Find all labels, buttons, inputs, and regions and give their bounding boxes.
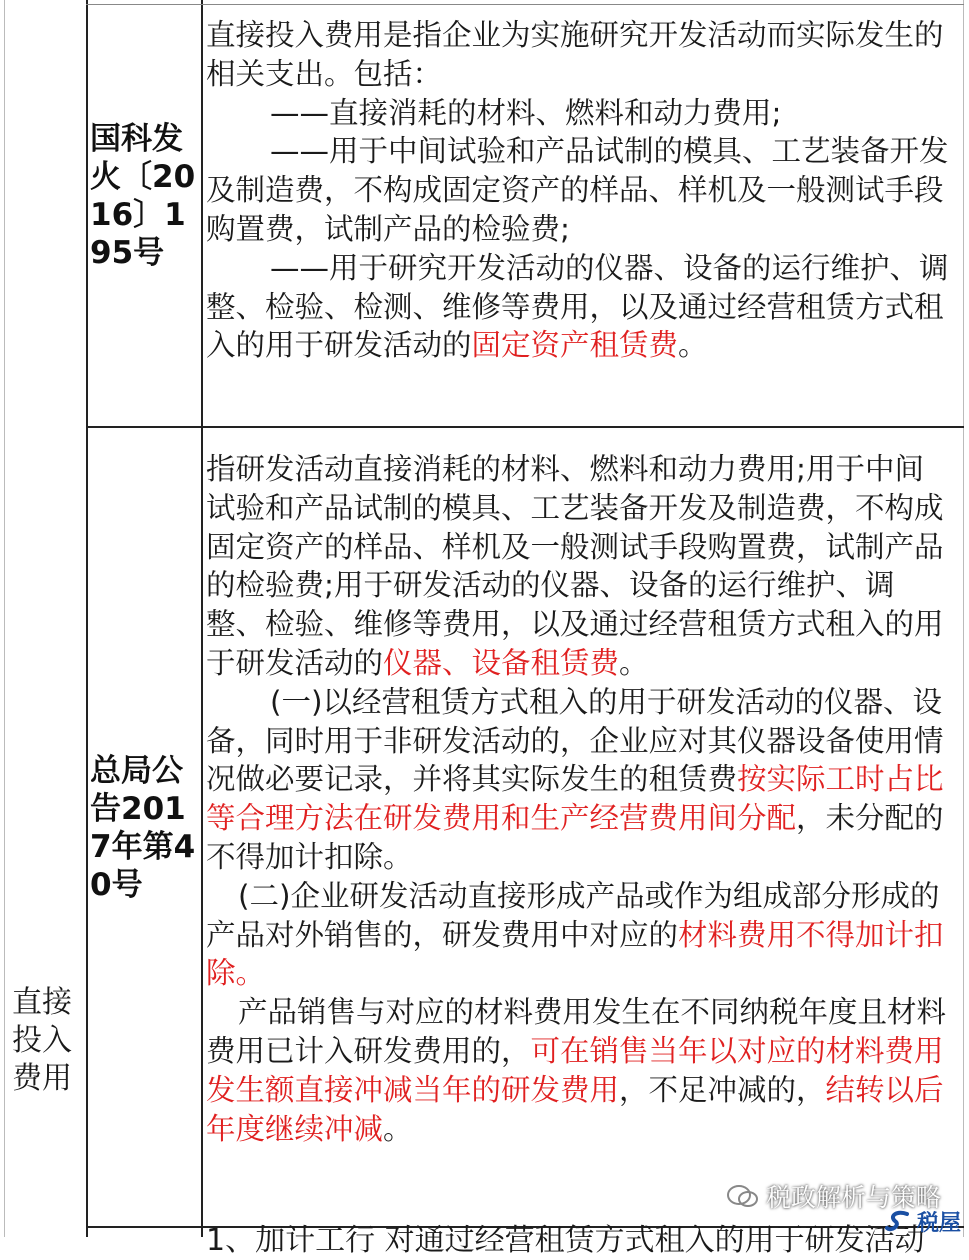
row-divider-1 bbox=[86, 426, 964, 428]
body-text: 产品销售与对应的材料费用发生在不同纳税年度且材料费用已计入研发费用的， bbox=[206, 995, 947, 1068]
watermark-text: 税政解析与策略 bbox=[765, 1183, 941, 1212]
row-1-paragraph-3 bbox=[206, 132, 951, 248]
wechat-icon bbox=[726, 1184, 760, 1208]
body-text: 。 bbox=[678, 328, 708, 363]
shuiwu-logo-icon bbox=[885, 1210, 913, 1234]
highlight-text: 材料费用不得加计扣除。 bbox=[206, 917, 944, 991]
body-text: (一)以经营租赁方式租入的用于研发活动的仪器、设备，同时用于非研发活动的，企业应对其仪器设备使用情况做必要记录，并将其实际发生的租赁费 bbox=[206, 684, 944, 797]
table-border-left bbox=[4, 0, 5, 1237]
table-border-right bbox=[963, 0, 964, 1237]
table-border-col1 bbox=[86, 0, 88, 1237]
highlight-text: 固定资产租赁费 bbox=[471, 328, 679, 363]
body-text: 。 bbox=[619, 645, 649, 680]
highlight-text: 可在销售当年以对应的材料费用发生额直接冲减当年的研发费用 bbox=[206, 1033, 944, 1107]
body-text: (二)企业研发活动直接形成产品或作为组成部分形成的产品对外销售的，研发费用中对应的 bbox=[206, 878, 940, 952]
body-text: ——用于中间试验和产品试制的模具、工艺装备开发及制造费，不构成固定资产的样品、样机及一般测试手段购置费，试制产品的检验费; bbox=[206, 134, 949, 246]
body-text: 指研发活动直接消耗的材料、燃料和动力费用;用于中间试验和产品试制的模具、工艺装备开发及制造费，不构成固定资产的样品、样机及一般测试手段购置费，试制产品的检验费;用于研发活动的仪器、设备的运行维护、调整、检验、维修等费用，以及通过经营租赁方式租入的用于研发活动的 bbox=[206, 452, 944, 680]
highlight-text: 按实际工时占比等合理方法在研发费用和生产经营费用间分配 bbox=[206, 762, 944, 836]
body-text: 。 bbox=[383, 1111, 413, 1146]
row-1-doc-label: 国科发火〔2016〕195号 bbox=[90, 121, 196, 271]
row-2-paragraph-3 bbox=[206, 877, 951, 993]
row-2-paragraph-2 bbox=[206, 683, 951, 877]
category-label: 直接投入费用 bbox=[12, 985, 72, 1096]
row-2-paragraph-1 bbox=[206, 450, 951, 683]
row-1-paragraph-4 bbox=[206, 249, 951, 365]
logo-text: 税屋 bbox=[916, 1211, 961, 1236]
body-text: 直接投入费用是指企业为实施研究开发活动而实际发生的相关支出。包括： bbox=[206, 18, 944, 91]
site-logo bbox=[885, 1206, 961, 1237]
table-border-col2 bbox=[201, 0, 203, 1237]
body-text: ——用于研究开发活动的仪器、设备的运行维护、调整、检验、检测、维修等费用，以及通过经营租赁方式租入的用于研发活动的 bbox=[206, 250, 949, 363]
highlight-text: 结转以后年度继续冲减 bbox=[206, 1072, 944, 1146]
table-border-top bbox=[86, 4, 964, 5]
row-1-paragraph-1 bbox=[206, 16, 951, 94]
row-2-paragraph-4 bbox=[206, 993, 951, 1148]
row-1-paragraph-2 bbox=[206, 94, 951, 133]
row-1-content bbox=[206, 16, 951, 365]
row-2-content bbox=[206, 450, 951, 1148]
body-text: ，未分配的不得加计扣除。 bbox=[206, 801, 944, 874]
body-text: ——直接消耗的材料、燃料和动力费用; bbox=[270, 95, 782, 130]
body-text: ，不足冲减的， bbox=[619, 1072, 826, 1107]
highlight-text: 仪器、设备租赁费 bbox=[383, 645, 620, 680]
row-2-doc-label: 总局公告2017年第40号 bbox=[90, 753, 196, 903]
next-row-cutoff-text: 1、加计工行 对通过经营租赁方式租入的用于研发活动 bbox=[206, 1223, 925, 1258]
